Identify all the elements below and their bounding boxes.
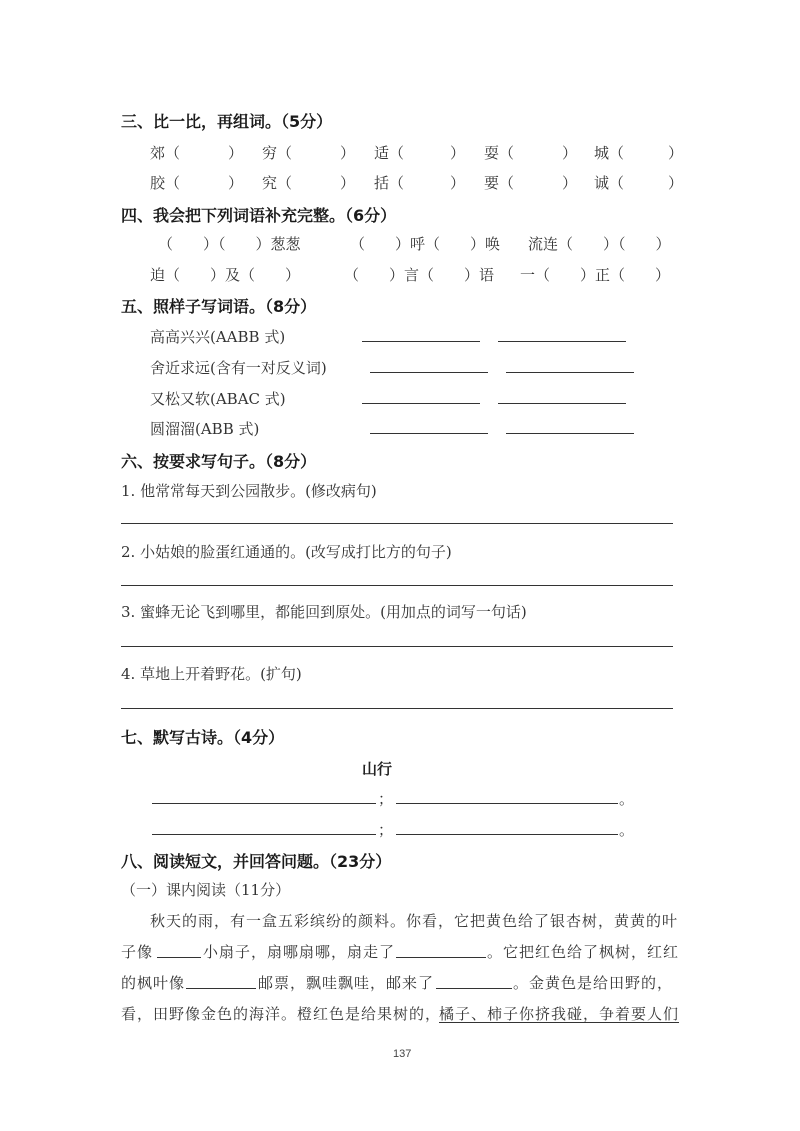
- answer-line[interactable]: [362, 403, 480, 404]
- answer-line[interactable]: [498, 403, 626, 404]
- blank-open: 胶（: [150, 174, 181, 192]
- blank-open: 诚（: [594, 174, 625, 192]
- passage-text: 小扇子，扇哪扇哪，扇走了: [203, 943, 396, 961]
- word-pattern: 高高兴兴(AABB 式): [150, 328, 286, 346]
- blank-close: ）: [228, 144, 244, 162]
- blank-close: ）: [228, 174, 244, 192]
- blank-open: 究（: [262, 174, 293, 192]
- sentence-task: 2. 小姑娘的脸蛋红通通的。(改写成打比方的句子): [121, 543, 452, 561]
- passage-line-1: 秋天的雨，有一盒五彩缤纷的颜料。你看，它把黄色给了银杏树，黄黄的叶: [150, 912, 679, 930]
- section-5-title: 五、照样子写词语。（8分）: [121, 297, 317, 316]
- answer-line[interactable]: [362, 341, 480, 342]
- answer-line[interactable]: [498, 341, 626, 342]
- section-7-title: 七、默写古诗。（4分）: [121, 728, 285, 747]
- poem-title: 山行: [362, 760, 393, 778]
- answer-line[interactable]: [506, 433, 634, 434]
- blank-open: 城（: [594, 144, 625, 162]
- blank-close: ）: [562, 144, 578, 162]
- blank-close: ）: [668, 144, 684, 162]
- passage-text: 子像: [121, 943, 154, 961]
- answer-line[interactable]: [121, 585, 673, 586]
- passage-underlined-text: 橘子、柿子你挤我碰，争着要人们: [439, 1005, 680, 1023]
- blank-close: ）: [450, 144, 466, 162]
- sentence-task: 4. 草地上开着野花。(扩句): [121, 665, 302, 683]
- passage-text: 。金黄色是给田野的，: [513, 974, 674, 992]
- answer-line[interactable]: [396, 957, 486, 958]
- fill-phrase: （ ）言（ ）语: [344, 266, 495, 284]
- answer-line[interactable]: [121, 523, 673, 524]
- blank-open: 适（: [374, 144, 405, 162]
- passage-text: 的枫叶像: [121, 974, 186, 992]
- fill-phrase: （ ）呼（ ）唤: [350, 235, 501, 253]
- fill-phrase: （ ）（ ）葱葱: [158, 235, 301, 253]
- sentence-task: 1. 他常常每天到公园散步。(修改病句): [121, 482, 377, 500]
- blank-close: ）: [450, 174, 466, 192]
- semicolon: ；: [378, 790, 394, 808]
- passage-text: 看，田野像金色的海洋。橙红色是给果树的，: [121, 1005, 442, 1023]
- answer-line[interactable]: [121, 708, 673, 709]
- answer-line[interactable]: [152, 834, 376, 835]
- blank-open: 括（: [374, 174, 405, 192]
- passage-text: 。它把红色给了枫树，红红: [487, 943, 680, 961]
- answer-line[interactable]: [121, 646, 673, 647]
- blank-close: ）: [668, 174, 684, 192]
- blank-open: 要（: [484, 174, 515, 192]
- period: 。: [619, 821, 635, 839]
- fill-phrase: 迫（ ）及（ ）: [150, 266, 301, 284]
- section-8-title: 八、阅读短文，并回答问题。（23分）: [121, 852, 392, 871]
- answer-line[interactable]: [157, 957, 201, 958]
- passage-text: 邮票，飘哇飘哇，邮来了: [258, 974, 435, 992]
- semicolon: ；: [378, 821, 394, 839]
- word-pattern: 舍近求远(含有一对反义词): [150, 359, 327, 377]
- answer-line[interactable]: [370, 433, 488, 434]
- answer-line[interactable]: [436, 988, 512, 989]
- answer-line[interactable]: [186, 988, 256, 989]
- section-4-title: 四、我会把下列词语补充完整。（6分）: [121, 206, 397, 225]
- page-number: 137: [393, 1048, 412, 1060]
- answer-line[interactable]: [396, 803, 618, 804]
- blank-open: 耍（: [484, 144, 515, 162]
- word-pattern: 又松又软(ABAC 式): [150, 390, 286, 408]
- blank-open: 郊（: [150, 144, 181, 162]
- fill-phrase: 一（ ）正（ ）: [520, 266, 671, 284]
- answer-line[interactable]: [152, 803, 376, 804]
- blank-close: ）: [340, 144, 356, 162]
- blank-close: ）: [340, 174, 356, 192]
- word-pattern: 圆溜溜(ABB 式): [150, 420, 260, 438]
- section-3-title: 三、比一比，再组词。（5分）: [121, 112, 333, 131]
- section-6-title: 六、按要求写句子。（8分）: [121, 452, 317, 471]
- period: 。: [619, 790, 635, 808]
- blank-open: 穷（: [262, 144, 293, 162]
- fill-phrase: 流连（ ）（ ）: [528, 235, 671, 253]
- sentence-task: 3. 蜜蜂无论飞到哪里，都能回到原处。(用加点的词写一句话): [121, 603, 527, 621]
- subsection-title: （一）课内阅读（11分）: [121, 881, 291, 899]
- answer-line[interactable]: [370, 372, 488, 373]
- blank-close: ）: [562, 174, 578, 192]
- answer-line[interactable]: [506, 372, 634, 373]
- answer-line[interactable]: [396, 834, 618, 835]
